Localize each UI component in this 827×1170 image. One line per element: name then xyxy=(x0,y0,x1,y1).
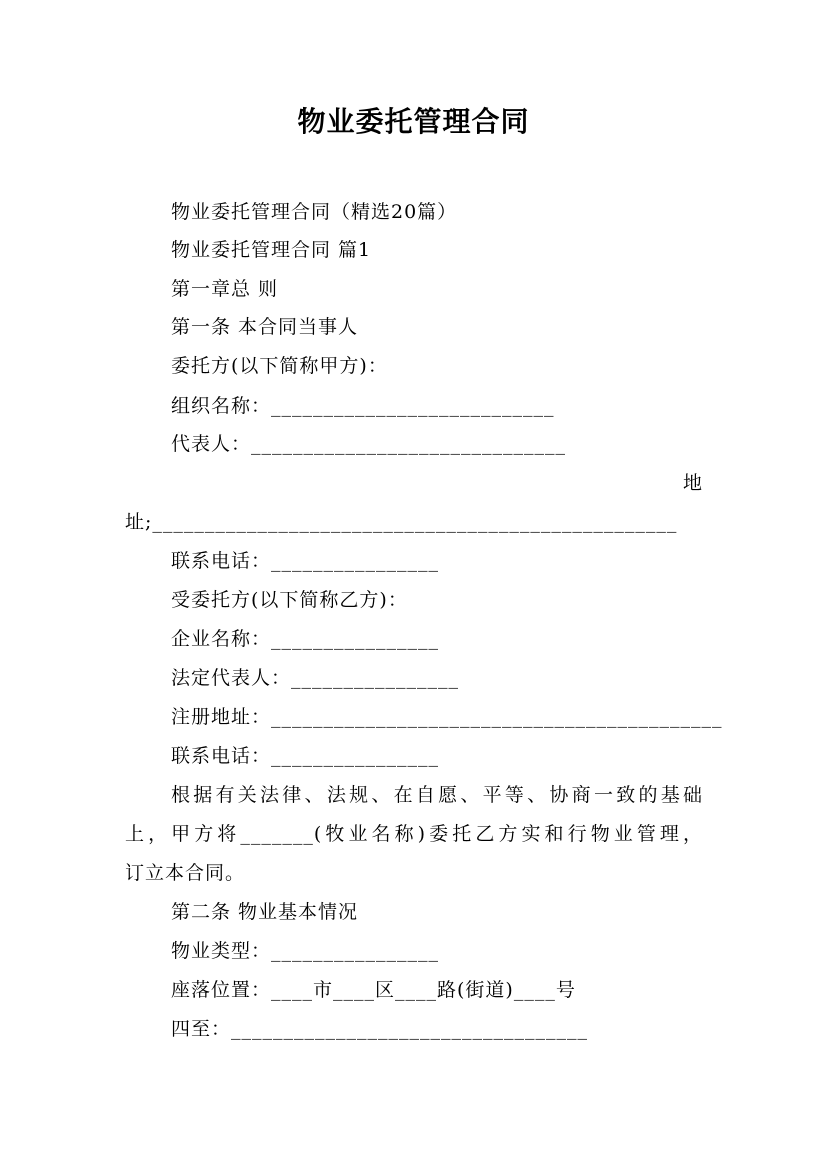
paragraph-line-3: 订立本合同。 xyxy=(125,862,246,884)
address-label-start: 地 xyxy=(682,472,703,494)
party-b-heading: 受委托方(以下简称乙方)： xyxy=(171,589,408,611)
chapter-heading: 物业委托管理合同 篇1 xyxy=(171,239,372,261)
article-heading: 第一条 本合同当事人 xyxy=(171,316,359,338)
subtitle-line: 物业委托管理合同（精选20篇） xyxy=(171,201,458,223)
property-type: 物业类型：________________ xyxy=(171,940,440,962)
document-title: 物业委托管理合同 xyxy=(297,105,530,138)
paragraph-line-2: 上，甲方将_______(牧业名称)委托乙方实和行物业管理， xyxy=(125,823,703,845)
party-a-heading: 委托方(以下简称甲方)： xyxy=(171,355,388,377)
party-a-org-name: 组织名称：___________________________ xyxy=(171,395,555,417)
section-heading: 第一章总 则 xyxy=(171,278,279,300)
party-a-address: 址;__________________________________________________ xyxy=(125,511,678,533)
article-2-heading: 第二条 物业基本情况 xyxy=(171,901,359,923)
property-boundaries: 四至：__________________________________ xyxy=(171,1018,589,1040)
party-a-representative: 代表人：______________________________ xyxy=(171,433,567,455)
party-b-company-name: 企业名称：________________ xyxy=(171,628,440,650)
party-b-registered-address: 注册地址：___________________________________________ xyxy=(171,706,723,728)
paragraph-line-1: 根据有关法律、法规、在自愿、平等、协商一致的基础 xyxy=(171,784,703,806)
party-b-phone: 联系电话：________________ xyxy=(171,745,440,767)
party-a-phone: 联系电话：________________ xyxy=(171,550,440,572)
party-b-legal-representative: 法定代表人：________________ xyxy=(171,667,460,689)
property-location: 座落位置：____市____区____路(街道)____号 xyxy=(171,979,576,1001)
